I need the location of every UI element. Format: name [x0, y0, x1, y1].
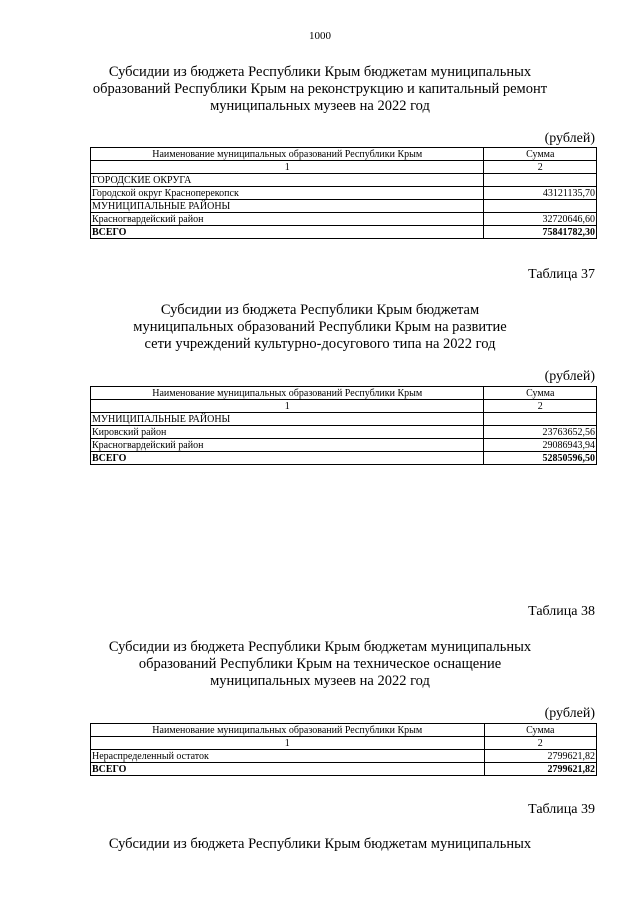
- amount-cell: 29086943,94: [484, 439, 597, 452]
- total-label: ВСЕГО: [91, 226, 484, 239]
- page-number: 1000: [309, 30, 331, 42]
- table-row: [91, 174, 597, 187]
- total-amount: 2799621,82: [484, 763, 597, 776]
- title-line: Субсидии из бюджета Республики Крым бюджетам муниципальных: [108, 836, 532, 852]
- amount-cell: 43121135,70: [484, 187, 597, 200]
- unit-label: (рублей): [544, 131, 595, 146]
- title-line: Субсидии из бюджета Республики Крым бюджетам: [160, 302, 480, 318]
- total-row: [91, 226, 597, 239]
- title-line: муниципальных музеев на 2022 год: [210, 673, 430, 689]
- table-row: [91, 439, 597, 452]
- title-line: муниципальных музеев на 2022 год: [210, 98, 430, 114]
- header-cell: Сумма: [484, 148, 597, 161]
- table-title: [60, 639, 580, 690]
- subsidy-table: [90, 147, 597, 239]
- title-line: образований Республики Крым на техническое оснащение: [138, 656, 502, 672]
- title-line: образований Республики Крым на реконструкцию и капитальный ремонт: [92, 81, 548, 97]
- table-row: [91, 413, 597, 426]
- column-number-row: [91, 400, 597, 413]
- name-cell: МУНИЦИПАЛЬНЫЕ РАЙОНЫ: [91, 200, 484, 213]
- table-row: [91, 200, 597, 213]
- amount-cell: [484, 413, 597, 426]
- total-label: ВСЕГО: [91, 763, 485, 776]
- table-number-label: Таблица 39: [528, 802, 595, 817]
- header-cell: Сумма: [484, 724, 597, 737]
- header-cell: Сумма: [484, 387, 597, 400]
- table-header-row: [91, 387, 597, 400]
- amount-cell: 23763652,56: [484, 426, 597, 439]
- table-row: [91, 187, 597, 200]
- total-amount: 52850596,50: [484, 452, 597, 465]
- amount-cell: [484, 174, 597, 187]
- table-row: [91, 426, 597, 439]
- table-row: [91, 213, 597, 226]
- title-line: сети учреждений культурно-досугового типа на 2022 год: [144, 336, 496, 352]
- name-cell: Кировский район: [91, 426, 484, 439]
- unit-label: (рублей): [544, 369, 595, 384]
- table-title: [60, 64, 580, 115]
- table-title: [60, 836, 580, 853]
- name-cell: МУНИЦИПАЛЬНЫЕ РАЙОНЫ: [91, 413, 484, 426]
- name-cell: Красногвардейский район: [91, 439, 484, 452]
- total-row: [91, 763, 597, 776]
- column-number-cell: 2: [484, 161, 597, 174]
- header-cell: Наименование муниципальных образований Республики Крым: [91, 148, 484, 161]
- column-number-cell: 1: [91, 737, 485, 750]
- column-number-cell: 2: [484, 400, 597, 413]
- name-cell: ГОРОДСКИЕ ОКРУГА: [91, 174, 484, 187]
- table-header-row: [91, 724, 597, 737]
- amount-cell: 32720646,60: [484, 213, 597, 226]
- total-label: ВСЕГО: [91, 452, 484, 465]
- column-number-row: [91, 161, 597, 174]
- total-row: [91, 452, 597, 465]
- unit-label: (рублей): [544, 706, 595, 721]
- name-cell: Нераспределенный остаток: [91, 750, 485, 763]
- title-line: Субсидии из бюджета Республики Крым бюджетам муниципальных: [108, 639, 532, 655]
- total-amount: 75841782,30: [484, 226, 597, 239]
- column-number-cell: 1: [91, 161, 484, 174]
- title-line: муниципальных образований Республики Крым на развитие: [133, 319, 507, 335]
- table-row: [91, 750, 597, 763]
- header-cell: Наименование муниципальных образований Республики Крым: [91, 387, 484, 400]
- amount-cell: [484, 200, 597, 213]
- name-cell: Красногвардейский район: [91, 213, 484, 226]
- column-number-cell: 2: [484, 737, 597, 750]
- table-title: [60, 302, 580, 353]
- column-number-row: [91, 737, 597, 750]
- header-cell: Наименование муниципальных образований Республики Крым: [91, 724, 485, 737]
- subsidy-table: [90, 386, 597, 465]
- table-header-row: [91, 148, 597, 161]
- title-line: Субсидии из бюджета Республики Крым бюджетам муниципальных: [108, 64, 532, 80]
- table-number-label: Таблица 38: [528, 604, 595, 619]
- column-number-cell: 1: [91, 400, 484, 413]
- amount-cell: 2799621,82: [484, 750, 597, 763]
- table-number-label: Таблица 37: [528, 267, 595, 282]
- subsidy-table: [90, 723, 597, 776]
- name-cell: Городской округ Красноперекопск: [91, 187, 484, 200]
